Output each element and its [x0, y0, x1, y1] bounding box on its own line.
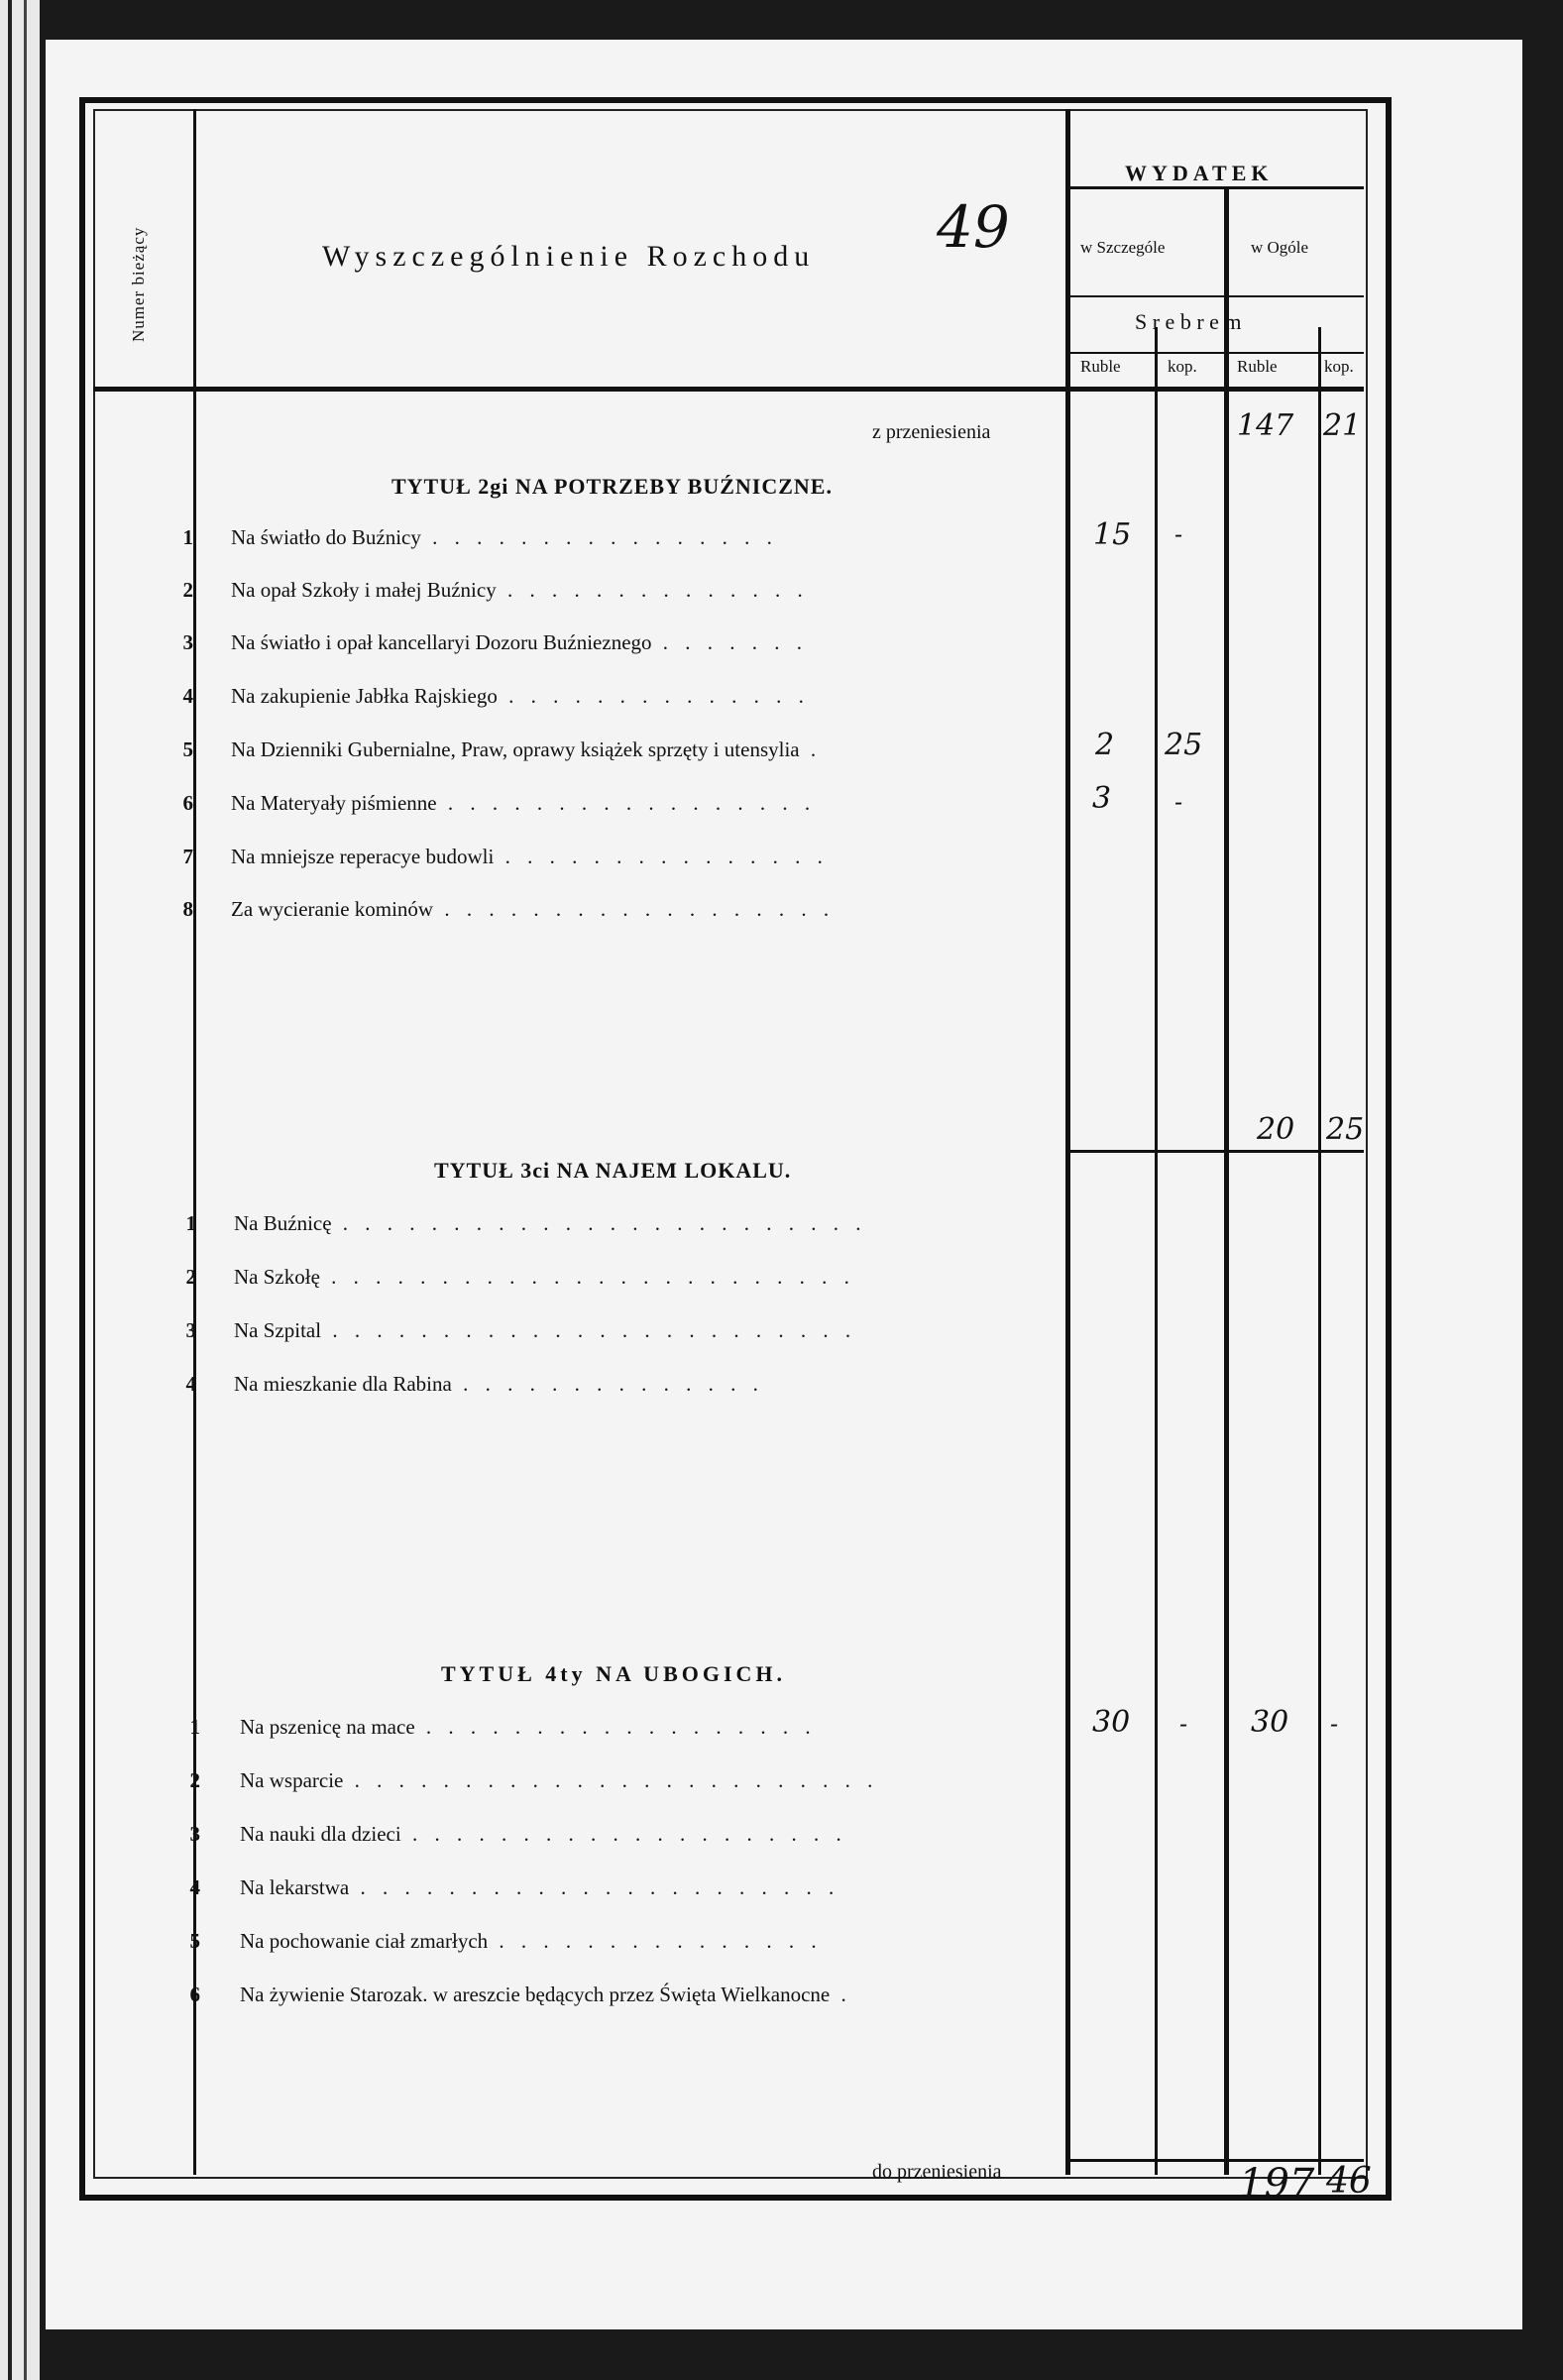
w-szczegole-header: w Szczególe	[1080, 238, 1166, 257]
row-text: Na mieszkanie dla Rabina . . . . . . . . . . . . . .	[234, 1372, 764, 1396]
col-divider-ruble-kop-1	[1155, 327, 1158, 2175]
row-number: 1	[182, 525, 193, 549]
row-ruble: 15	[1093, 517, 1132, 552]
row-number: 1	[185, 1211, 196, 1235]
srebrem-header: S r e b r e m	[1135, 309, 1242, 334]
row-number: 4	[185, 1372, 196, 1396]
row-number: 3	[189, 1822, 200, 1846]
row-number: 7	[182, 845, 193, 868]
row-number: 6	[189, 1983, 200, 2006]
col-divider-ruble-kop-2	[1318, 327, 1321, 2175]
row-total-ruble: 30	[1251, 1705, 1289, 1740]
row-text: Na nauki dla dzieci . . . . . . . . . . . . . . . . . . . .	[240, 1822, 847, 1846]
carry-out-label: do przeniesienia	[872, 2161, 1002, 2183]
page-edge-line	[8, 0, 12, 2380]
row-text: Na zakupienie Jabłka Rajskiego . . . . . . . . . . . . . .	[231, 684, 810, 708]
carry-in-ruble: 147	[1237, 408, 1294, 443]
section-title-2: TYTUŁ 2gi NA POTRZEBY BUŹNICZNE.	[391, 474, 833, 499]
row-text: Na Szpital . . . . . . . . . . . . . . . . . . . . . . . .	[234, 1318, 857, 1342]
row-number: 6	[182, 791, 193, 815]
ledger-inner-frame	[93, 109, 1368, 2179]
carry-in-label: z przeniesienia	[872, 421, 991, 443]
handwritten-page-number: 49	[937, 193, 1010, 261]
row-text: Na Materyały piśmienne . . . . . . . . . . . . . . . . .	[231, 791, 817, 815]
row-text: Za wycieranie kominów . . . . . . . . . . . . . . . . . .	[231, 897, 836, 921]
row-text: Na pszenicę na mace . . . . . . . . . . . . . . . . . .	[240, 1715, 817, 1739]
row-number: 4	[182, 684, 193, 708]
row-number: 1	[189, 1715, 200, 1739]
w-ogole-header: w Ogóle	[1251, 238, 1309, 257]
row-kop: 25	[1165, 728, 1203, 762]
adjacent-page-strip	[0, 0, 40, 2380]
row-text: Na światło i opał kancellaryi Dozoru Buźnieznego . . . . . . .	[231, 630, 809, 654]
row-text: Na wsparcie . . . . . . . . . . . . . . . . . . . . . . . .	[240, 1768, 879, 1792]
kop-header-1: kop.	[1168, 357, 1197, 376]
row-number: 2	[185, 1265, 196, 1289]
row-kop: -	[1174, 788, 1183, 816]
section-total-line	[1068, 1150, 1364, 1153]
wydatek-header: WYDATEK	[1125, 161, 1274, 185]
row-text: Na światło do Buźnicy . . . . . . . . . . . . . . . .	[231, 525, 778, 549]
row-number: 3	[182, 630, 193, 654]
section-total-kop: 25	[1326, 1112, 1365, 1147]
row-text: Na lekarstwa . . . . . . . . . . . . . . . . . . . . . .	[240, 1875, 840, 1899]
row-kop: -	[1179, 1710, 1188, 1738]
row-text: Na pochowanie ciał zmarłych . . . . . . . . . . . . . . .	[240, 1929, 823, 1953]
row-number: 4	[189, 1875, 200, 1899]
row-ruble: 2	[1095, 728, 1115, 762]
row-number: 5	[182, 737, 193, 761]
row-ruble: 30	[1092, 1705, 1131, 1740]
header-line-srebrem	[1068, 295, 1364, 297]
col-divider-number	[193, 109, 196, 2175]
row-kop: -	[1174, 520, 1183, 548]
col-divider-wydatek	[1065, 109, 1070, 2175]
page-title: Wyszczególnienie Rozchodu	[322, 240, 816, 273]
row-number: 8	[182, 897, 193, 921]
carry-total-line	[1068, 2159, 1364, 2162]
section-title-4: TYTUŁ 4ty NA UBOGICH.	[441, 1661, 787, 1686]
ruble-header-1: Ruble	[1080, 357, 1121, 376]
col-divider-szczegole-ogole	[1224, 188, 1229, 2175]
row-total-kop: -	[1330, 1710, 1339, 1738]
section-title-3: TYTUŁ 3ci NA NAJEM LOKALU.	[434, 1158, 792, 1183]
page-edge-line	[24, 0, 27, 2380]
carry-out-ruble: 197	[1239, 2161, 1315, 2207]
row-text: Na mniejsze reperacye budowli . . . . . . . . . . . . . . .	[231, 845, 829, 868]
row-number: 2	[182, 578, 193, 602]
section-total-ruble: 20	[1257, 1112, 1295, 1147]
row-text: Na Dzienniki Gubernialne, Praw, oprawy książek sprzęty i utensylia .	[231, 737, 823, 761]
ruble-header-2: Ruble	[1237, 357, 1278, 376]
header-line-wydatek	[1068, 186, 1364, 189]
column-number-label: Numer bieżący	[129, 226, 148, 342]
row-ruble: 3	[1092, 781, 1112, 816]
row-text: Na żywienie Starozak. w areszcie będących przez Święta Wielkanocne .	[240, 1983, 852, 2006]
carry-out-kop: 46	[1326, 2161, 1372, 2202]
row-number: 3	[185, 1318, 196, 1342]
row-text: Na Buźnicę . . . . . . . . . . . . . . . . . . . . . . . .	[234, 1211, 867, 1235]
row-text: Na opał Szkoły i małej Buźnicy . . . . . . . . . . . . . .	[231, 578, 809, 602]
row-number: 2	[189, 1768, 200, 1792]
row-text: Na Szkołę . . . . . . . . . . . . . . . . . . . . . . . .	[234, 1265, 855, 1289]
header-line-units	[1068, 352, 1364, 354]
kop-header-2: kop.	[1324, 357, 1354, 376]
header-bottom-line	[93, 387, 1364, 392]
row-number: 5	[189, 1929, 200, 1953]
carry-in-kop: 21	[1323, 408, 1362, 443]
